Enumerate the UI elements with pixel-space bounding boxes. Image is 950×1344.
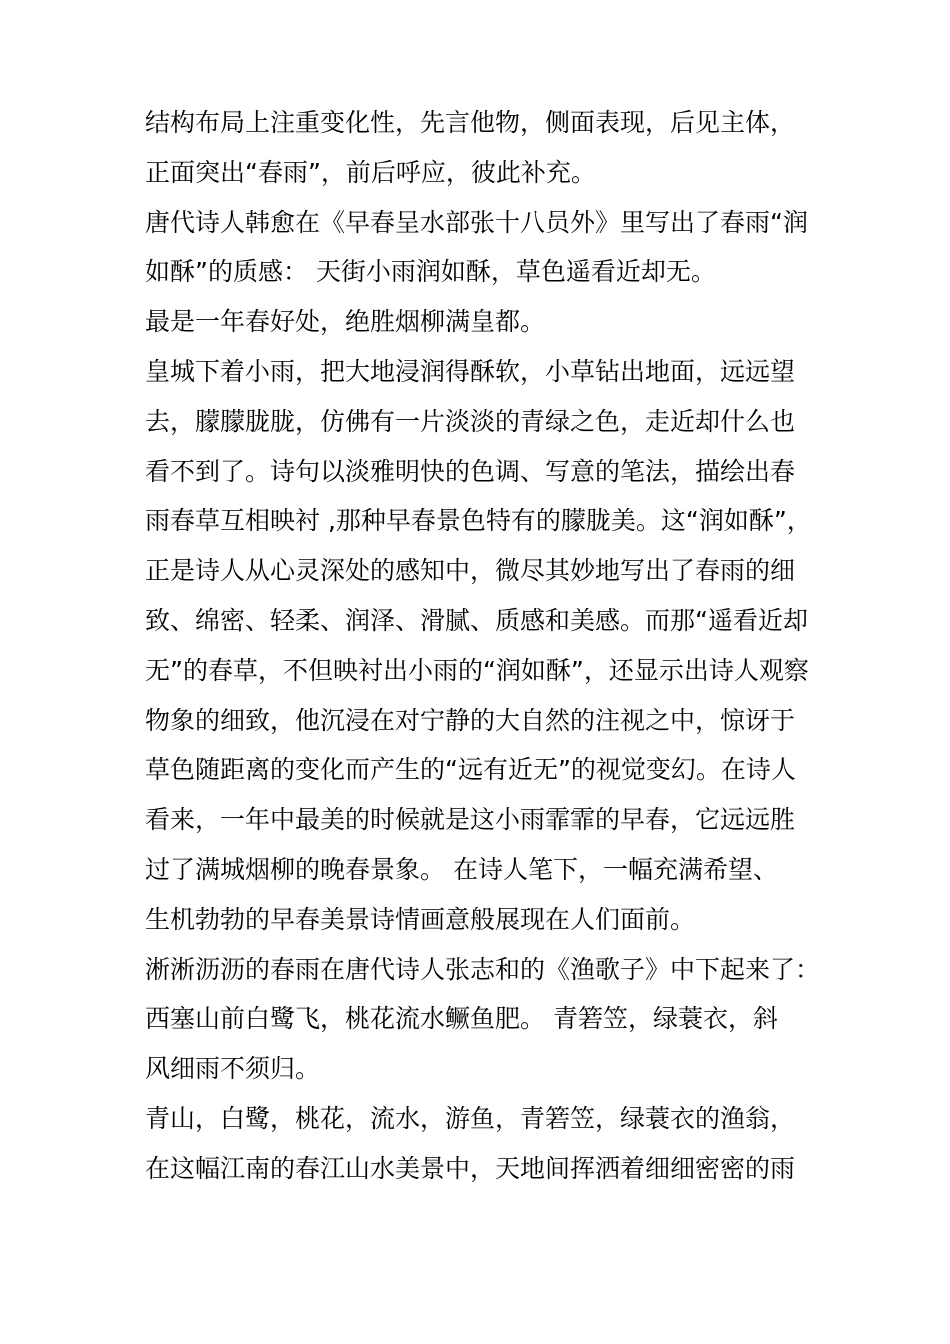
text-line: 如酥”的质感： 天街小雨润如酥，草色遥看近却无。 — [145, 257, 716, 287]
text-line: 风细雨不须归。 — [145, 1054, 321, 1084]
text-line: 淅淅沥沥的春雨在唐代诗人张志和的《渔歌子》中下起来了： — [145, 954, 821, 984]
text-line: 看不到了。诗句以淡雅明快的色调、写意的笔法，描绘出春 — [145, 456, 796, 486]
text-line: 草色随距离的变化而产生的“远有近无”的视觉变幻。在诗人 — [145, 755, 796, 785]
text-line: 生机勃勃的早春美景诗情画意般展现在人们面前。 — [145, 904, 696, 934]
text-line: 唐代诗人韩愈在《早春呈水部张十八员外》里写出了春雨“润 — [145, 207, 808, 237]
text-line: 结构布局上注重变化性，先言他物，侧面表现，后见主体， — [145, 108, 796, 137]
text-line: 正面突出“春雨”，前后呼应，彼此补充。 — [145, 157, 596, 187]
text-line: 去，朦朦胧胧，仿佛有一片淡淡的青绿之色，走近却什么也 — [145, 406, 796, 436]
document-body — [145, 98, 825, 1194]
text-line: 看来，一年中最美的时候就是这小雨霏霏的早春，它远远胜 — [145, 805, 796, 835]
text-line: 正是诗人从心灵深处的感知中，微尽其妙地写出了春雨的细 — [145, 556, 796, 586]
text-line: 西塞山前白鹭飞，桃花流水鳜鱼肥。 青箬笠，绿蓑衣，斜 — [145, 1004, 778, 1034]
text-line: 致、绵密、轻柔、润泽、滑腻、质感和美感。而那“遥看近却 — [145, 605, 808, 635]
text-line: 最是一年春好处，绝胜烟柳满皇都。 — [145, 307, 546, 337]
text-line: 物象的细致，他沉浸在对宁静的大自然的注视之中，惊讶于 — [145, 705, 796, 735]
text-line: 青山，白鹭，桃花，流水，游鱼，青箬笠，绿蓑衣的渔翁， — [145, 1103, 796, 1133]
text-line: 过了满城烟柳的晚春景象。 在诗人笔下，一幅充满希望、 — [145, 854, 778, 884]
text-line: 在这幅江南的春江山水美景中，天地间挥洒着细细密密的雨 — [145, 1153, 796, 1183]
text-line: 皇城下着小雨，把大地浸润得酥软，小草钻出地面，远远望 — [145, 356, 796, 386]
text-line: 雨春草互相映衬 ,那种早春景色特有的朦胧美。这“润如酥”， — [145, 506, 812, 536]
text-line: 无”的春草，不但映衬出小雨的“润如酥”，还显示出诗人观察 — [145, 655, 809, 685]
